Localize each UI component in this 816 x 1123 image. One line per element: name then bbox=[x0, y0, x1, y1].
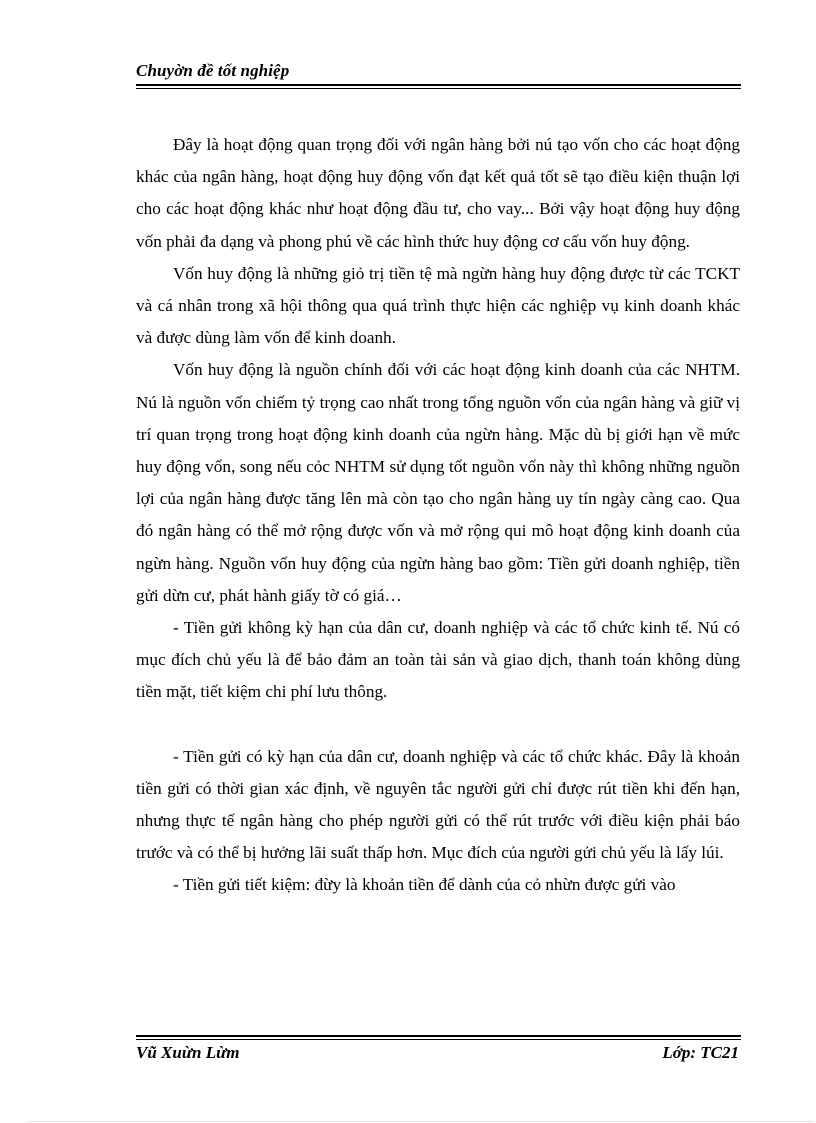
footer-class-label: Lớp: TC21 bbox=[662, 1043, 739, 1062]
document-body bbox=[136, 129, 740, 902]
footer-author: Vũ Xuừn Lừm bbox=[136, 1043, 240, 1062]
footer-rule bbox=[136, 1035, 741, 1037]
header-rule bbox=[136, 84, 741, 86]
header-rule-thin bbox=[136, 88, 741, 89]
paragraph-6: - Tiền gửi tiết kiệm: đừy là khoản tiền để dành của cỏ nhừn được gửi vào bbox=[173, 875, 676, 895]
paragraph-5: - Tiền gửi có kỳ hạn của dân cư, doanh nghiệp và các tổ chức khác. Đây là khoản tiền gửi có thời gian xác định, về nguyên tắc người gửi chỉ được rút tiền khi đến hạn, nhưng thực tế ngân hàng cho phép người gửi có thể rút trước với điều kiện phải báo trước và có thể bị hưởng lãi suất thấp hơn. Mục đích của người gửi chủ yếu là lấy lúi. bbox=[136, 746, 740, 863]
paragraph-2: Vốn huy động là những giỏ trị tiền tệ mà ngừn hàng huy động được từ các TCKT và cá nhân trong xã hội thông qua quá trình thực hiện các nghiệp vụ kinh doanh khác và được dùng làm vốn để kinh doanh. bbox=[136, 263, 740, 348]
page-edge-divider bbox=[28, 1121, 813, 1122]
paragraph-3: Vốn huy động là nguồn chính đối với các hoạt động kinh doanh của các NHTM. Nú là nguồn vốn chiếm tỷ trọng cao nhất trong tổng nguồn vốn của ngân hàng và giữ vị trí quan trọng trong hoạt động kinh doanh của ngừn hàng. Mặc dù bị giới hạn về mức huy động vốn, song nếu cỏc NHTM sử dụng tốt nguồn vốn này thì không những nguồn lợi của ngân hàng được tăng lên mà còn tạo cho ngân hàng uy tín ngày càng cao. Qua đó ngân hàng có thể mở rộng được vốn và mở rộng qui mô hoạt động kinh doanh của ngừn hàng. Nguồn vốn huy động của ngừn hàng bao gồm: Tiền gửi doanh nghiệp, tiền gửi dừn cư, phát hành giấy tờ có giá… bbox=[136, 360, 740, 605]
footer-rule-thin bbox=[136, 1039, 741, 1040]
paragraph-4: - Tiền gửi không kỳ hạn của dân cư, doanh nghiệp và các tổ chức kinh tế. Nú có mục đích chủ yếu là để bảo đảm an toàn tài sản và giao dịch, thanh toán không dùng tiền mặt, tiết kiệm chi phí lưu thông. bbox=[136, 618, 740, 702]
page-header-title: Chuyờn đề tốt nghiệp bbox=[136, 61, 290, 80]
paragraph-1: Đây là hoạt động quan trọng đối với ngân hàng bởi nú tạo vốn cho các hoạt động khác của ngân hàng, hoạt động huy động vốn đạt kết quả tốt sẽ tạo điều kiện thuận lợi cho các hoạt động khác như hoạt động đầu tư, cho vay... Bởi vậy hoạt động huy động vốn phải đa dạng và phong phú về các hình thức huy động cơ cấu vốn huy động. bbox=[136, 135, 740, 251]
